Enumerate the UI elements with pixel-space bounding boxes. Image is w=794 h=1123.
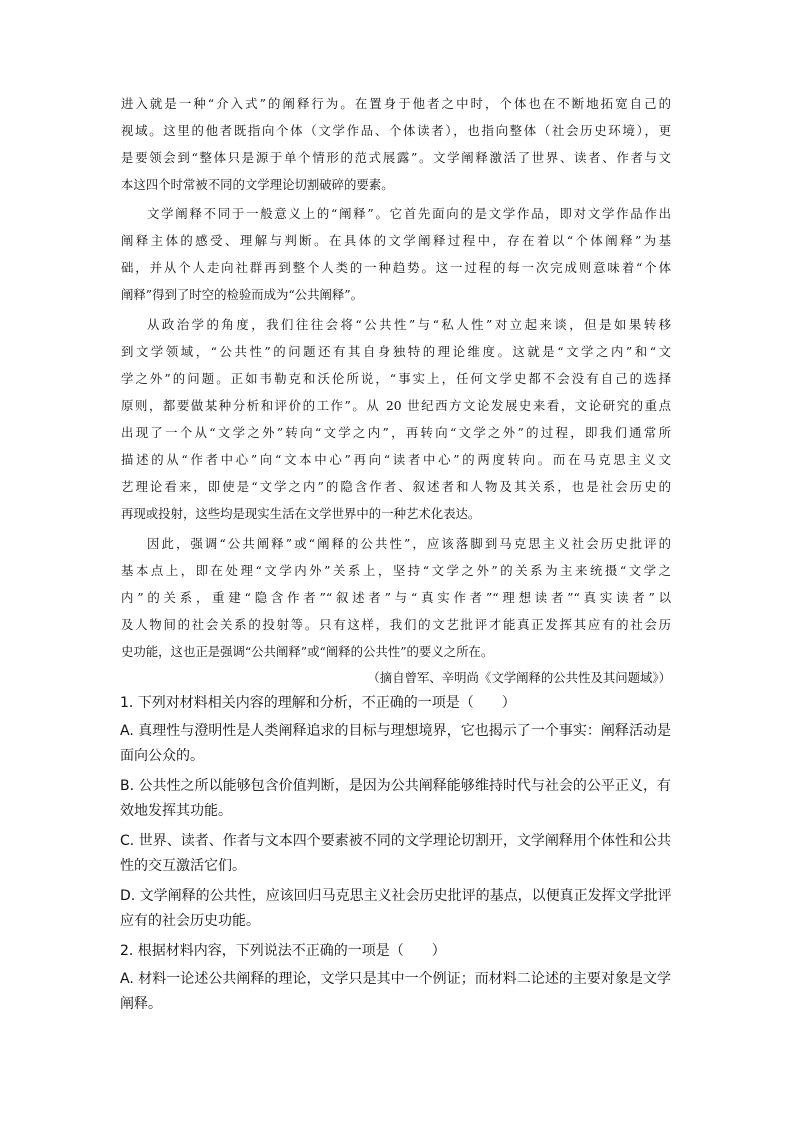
passage-line: 艺理论看来，即使是“文学之内”的隐含作者、叙述者和人物及其关系，也是社会历史的: [121, 479, 671, 494]
option-line: A. 真理性与澄明性是人类阐释追求的目标与理想境界，它也揭示了一个事实：阐释活动是: [120, 723, 671, 739]
option-line: 面向公众的。: [120, 748, 204, 764]
passage-line: 学之外”的问题。正如韦勒克和沃伦所说，“事实上，任何文学史都不会没有自己的选择: [121, 371, 671, 386]
source-citation: （摘自曾军、辛明尚《文学阐释的公共性及其问题域》）: [367, 670, 671, 685]
option-line: C. 世界、读者、作者与文本四个要素被不同的文学理论切割开，文学阐释用个体性和公共: [120, 833, 671, 849]
option-line: D. 文学阐释的公共性，应该回归马克思主义社会历史批评的基点，以便真正发挥文学批评: [120, 888, 672, 904]
passage-line: 出现了一个从“文学之外”转向“文学之内”，再转向“文学之外”的过程，即我们通常所: [121, 425, 671, 440]
passage-line: 原则，都要做某种分析和评价的工作”。从 20 世纪西方文论发展史来看，文论研究的重点: [121, 398, 671, 413]
passage-line: 础，并从个人走向社群再到整个人类的一种趋势。这一过程的每一次完成则意味着“个体: [121, 260, 671, 275]
option-line: B. 公共性之所以能够包含价值判断，是因为公共阐释能够维持时代与社会的公平正义，有: [120, 778, 671, 794]
option-line: 阐释。: [120, 996, 162, 1012]
option-line: 性的交互激活它们。: [120, 858, 246, 874]
passage-line: 描述的从“作者中心”向“文本中心”再向“读者中心”的两度转向。而在马克思主义文: [121, 452, 671, 467]
question-stem: 2. 根据材料内容，下列说法不正确的一项是（ ）: [120, 943, 446, 959]
passage-line: 阐释”得到了时空的检验而成为“公共阐释”。: [121, 287, 364, 302]
passage-line: 阐释主体的感受、理解与判断。在具体的文学阐释过程中，存在着以“个体阐释”为基: [121, 233, 671, 248]
passage-line: 是要领会到“整体只是源于单个情形的范式展露”。文学阐释激活了世界、读者、作者与文: [121, 150, 671, 165]
option-line: 效地发挥其功能。: [120, 803, 232, 819]
passage-line: 文学阐释不同于一般意义上的“阐释”。它首先面向的是文学作品，即对文学作品作出: [147, 206, 671, 221]
passage-line: 内”的关系，重建“隐含作者”“叙述者”与“真实作者”“理想读者”“真实读者”以: [121, 590, 671, 605]
passage-line: 再现或投射，这些均是现实生活在文学世界中的一种艺术化表达。: [121, 506, 481, 521]
option-line: 应有的社会历史功能。: [120, 913, 260, 929]
question-stem: 1. 下列对材料相关内容的理解和分析，不正确的一项是（ ）: [120, 695, 516, 711]
passage-line: 视域。这里的他者既指向个体（文学作品、个体读者），也指向整体（社会历史环境），更: [121, 123, 671, 138]
passage-line: 从政治学的角度，我们往往会将“公共性”与“私人性”对立起来谈，但是如果转移: [147, 317, 671, 332]
passage-line: 进入就是一种“介入式”的阐释行为。在置身于他者之中时，个体也在不断地拓宽自己的: [121, 96, 671, 111]
passage-line: 本这四个时常被不同的文学理论切割破碎的要素。: [121, 177, 394, 192]
passage-line: 及人物间的社会关系的投射等。只有这样，我们的文艺批评才能真正发挥其应有的社会历: [121, 617, 671, 632]
passage-line: 基本点上，即在处理“文学内外”关系上，坚持“文学之外”的关系为主来统摄“文学之: [121, 563, 671, 578]
passage-line: 到文学领域，“公共性”的问题还有其自身独特的理论维度。这就是“文学之内”和“文: [121, 344, 671, 359]
option-line: A. 材料一论述公共阐释的理论，文学只是其中一个例证；而材料二论述的主要对象是文学: [120, 971, 671, 987]
passage-line: 史功能，这也正是强调“公共阐释”或“阐释的公共性”的要义之所在。: [121, 644, 494, 659]
passage-line: 因此，强调“公共阐释”或“阐释的公共性”，应该落脚到马克思主义社会历史批评的: [147, 536, 671, 551]
